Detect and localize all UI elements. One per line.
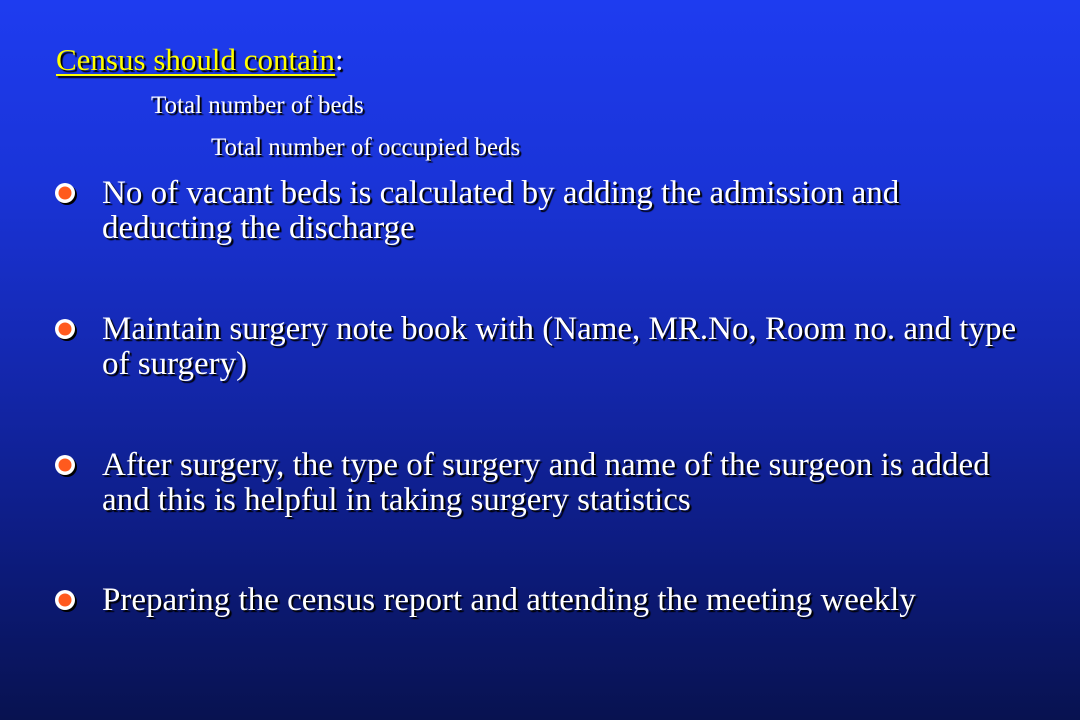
bullet-text: Maintain surgery note book with (Name, MR.No, Room no. and type of surgery) xyxy=(102,311,1017,382)
slide-heading xyxy=(56,40,344,80)
bullet-text: No of vacant beds is calculated by adding the admission and deducting the discharge xyxy=(102,175,900,246)
heading-link[interactable]: Census should contain xyxy=(56,42,335,77)
circle-bullet-icon xyxy=(54,318,78,342)
circle-bullet-icon xyxy=(54,454,78,478)
sub-item-occupied-beds: Total number of occupied beds xyxy=(211,134,521,161)
bullet-text: Preparing the census report and attending the meeting weekly xyxy=(102,582,916,618)
sub-item-total-beds: Total number of beds xyxy=(151,92,364,119)
bullet-text: After surgery, the type of surgery and name of the surgeon is added and this is helpful in taking surgery statistics xyxy=(102,447,990,518)
circle-bullet-icon xyxy=(54,589,78,613)
heading-colon: : xyxy=(335,42,344,77)
circle-bullet-icon xyxy=(54,182,78,206)
